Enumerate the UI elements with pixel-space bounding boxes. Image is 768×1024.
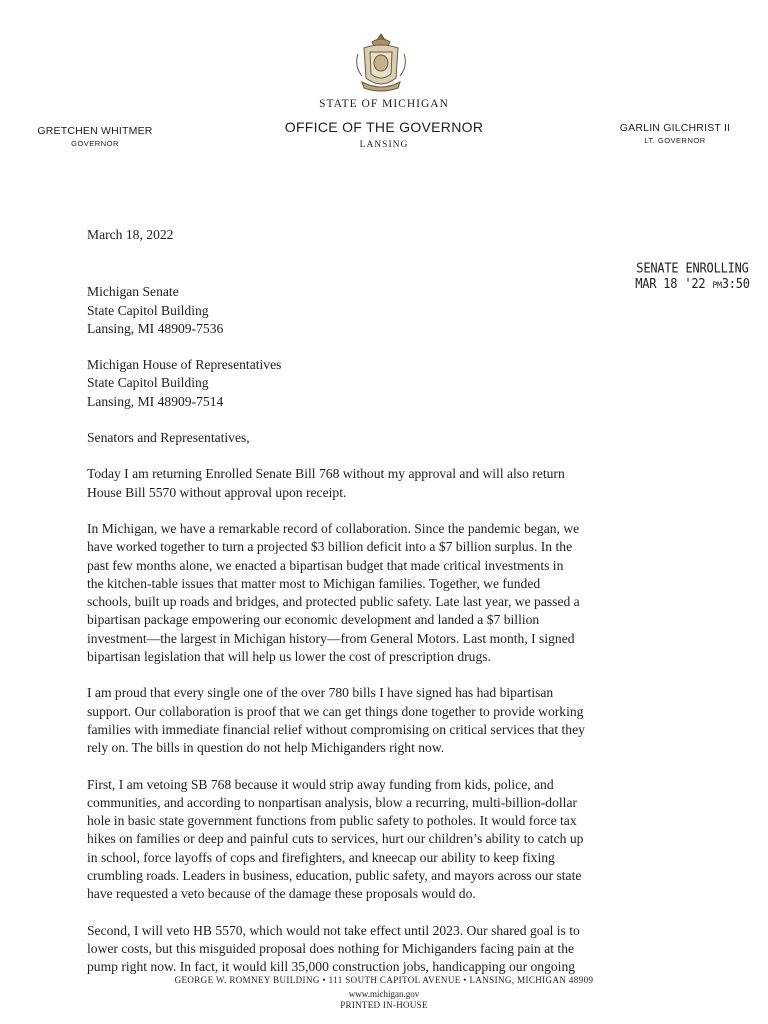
paragraph-line: In Michigan, we have a remarkable record of collaboration. Since the pandemic began, we xyxy=(87,520,580,536)
governor-title: GOVERNOR xyxy=(71,139,119,148)
paragraph-line: have worked together to turn a projected $3 billion deficit into a $7 billion surplus. In the xyxy=(87,539,573,555)
lt-governor-title: LT. GOVERNOR xyxy=(644,136,706,145)
salutation: Senators and Representatives, xyxy=(87,430,250,446)
paragraph-line: Second, I will veto HB 5570, which would not take effect until 2023. Our shared goal is to xyxy=(87,922,580,938)
address-line: State Capitol Building xyxy=(87,302,209,318)
paragraph-line: support. Our collaboration is proof that we can get things done together to provide working xyxy=(87,703,584,719)
letter-date: March 18, 2022 xyxy=(87,227,174,242)
footer-address: GEORGE W. ROMNEY BUILDING • 111 SOUTH CAPITOL AVENUE • LANSING, MICHIGAN 48909 xyxy=(174,975,594,985)
paragraph-line: the kitchen-table issues that matter most to Michigan families. Together, we funded xyxy=(87,575,541,591)
governor-name: GRETCHEN WHITMER xyxy=(37,125,153,137)
stamp-line: SENATE ENROLLING xyxy=(636,260,749,276)
office-city: LANSING xyxy=(359,140,409,150)
paragraph-line: I am proud that every single one of the over 780 bills I have signed has had bipartisan xyxy=(87,685,554,701)
paragraph-line: crumbling roads. Leaders in business, education, public safety, and mayors across our state xyxy=(87,868,582,884)
michigan-state-seal-icon xyxy=(350,30,412,94)
footer-printed: PRINTED IN-HOUSE xyxy=(340,1000,428,1010)
address-line: Lansing, MI 48909-7536 xyxy=(87,320,224,336)
paragraph-line: House Bill 5570 without approval upon receipt. xyxy=(87,484,347,500)
paragraph-line: investment—the largest in Michigan history—from General Motors. Last month, I signed xyxy=(87,630,575,646)
paragraph xyxy=(87,776,747,904)
address-line: Lansing, MI 48909-7514 xyxy=(87,393,224,409)
paragraph-line: First, I am vetoing SB 768 because it would strip away funding from kids, police, and xyxy=(87,776,554,792)
stamp-time: 3:50 xyxy=(721,275,750,292)
office-title: OFFICE OF THE GOVERNOR xyxy=(284,119,484,135)
paragraph-line: families with immediate financial relief without compromising on critical services that they xyxy=(87,721,585,737)
stamp-date: MAR 18 '22 xyxy=(635,275,706,292)
lt-governor-name: GARLIN GILCHRIST II xyxy=(619,122,731,134)
paragraph xyxy=(87,684,747,757)
address-line: State Capitol Building xyxy=(87,375,209,391)
state-name: STATE OF MICHIGAN xyxy=(319,98,449,110)
paragraph-line: rely on. The bills in question do not help Michiganders right now. xyxy=(87,740,445,756)
paragraph-line: schools, built up roads and bridges, and protected public safety. Late last year, we passed a xyxy=(87,594,580,610)
recipient-senate xyxy=(87,283,747,338)
address-line: Michigan Senate xyxy=(87,284,179,300)
paragraph-line: have requested a veto because of the damage these proposals would do. xyxy=(87,886,476,902)
paragraph-line: hole in basic state government functions from public safety to potholes. It would force tax xyxy=(87,813,577,829)
footer-website: www.michigan.gov xyxy=(348,989,420,999)
stamp-ampm: PM xyxy=(712,280,722,291)
address-line: Michigan House of Representatives xyxy=(87,357,282,373)
paragraph xyxy=(87,465,747,502)
paragraph-line: communities, and according to nonpartisan analysis, blow a recurring, multi-billion-dollar xyxy=(87,794,578,810)
paragraph-line: bipartisan package empowering our economic development and landed a $7 billion xyxy=(87,612,540,628)
paragraph-line: in school, force layoffs of cops and firefighters, and kneecap our ability to keep fixing xyxy=(87,849,555,865)
paragraph-line: hikes on families or deep and painful cuts to services, hurt our children’s ability to catch up xyxy=(87,831,584,847)
paragraph xyxy=(87,520,747,666)
paragraph xyxy=(87,922,747,977)
paragraph-line: pump right now. In fact, it would kill 35,000 construction jobs, handicapping our ongoing xyxy=(87,959,576,975)
paragraph-line: Today I am returning Enrolled Senate Bill 768 without my approval and will also return xyxy=(87,466,565,482)
letter-body xyxy=(87,226,747,995)
recipient-house xyxy=(87,356,747,411)
paragraph-line: bipartisan legislation that will help us lower the cost of prescription drugs. xyxy=(87,649,491,665)
paragraph-line: lower costs, but this misguided proposal does nothing for Michiganders facing pain at the xyxy=(87,940,575,956)
paragraph-line: past few months alone, we enacted a bipartisan budget that made critical investments in xyxy=(87,557,564,573)
